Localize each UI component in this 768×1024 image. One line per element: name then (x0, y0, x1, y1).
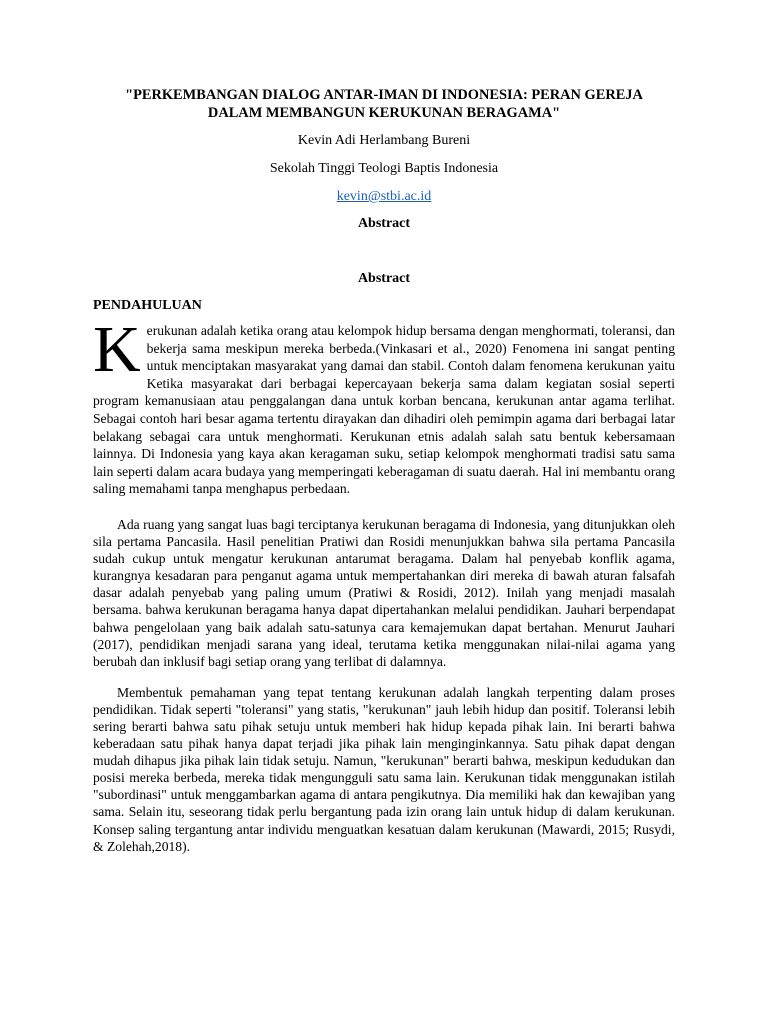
author-email (93, 188, 675, 206)
paragraph-2: Ada ruang yang sangat luas bagi terciptanya kerukunan beragama di Indonesia, yang ditunjukkan oleh sila pertama Pancasila. Hasil penelitian Pratiwi dan Rosidi menunjukkan bahwa sila pertama Pancasila sudah cukup untuk mengatur kerukunan antarumat beragama. Dalam hal penyebab konflik agama, kurangnya kesadaran para penganut agama untuk mempertahankan diri mereka di bawah aturan falsafah dasar adalah penyebab yang paling umum (Pratiwi & Rosidi, 2012). Inilah yang menjadi masalah bersama. bahwa kerukunan beragama hanya dapat dipertahankan melalui pendidikan. Jauhari berpendapat bahwa pengelolaan yang baik adalah satu-satunya cara kemajemukan dapat bertahan. Menurut Jauhari (2017), pendidikan menjadi sarana yang ideal, terutama ketika menggunakan nilai-nilai agama yang berubah dan inklusif bagi setiap orang yang terlibat di dalamnya. (93, 516, 675, 669)
paper-title-line-1: "PERKEMBANGAN DIALOG ANTAR-IMAN DI INDONESIA: PERAN GEREJA (125, 87, 643, 103)
author-affiliation: Sekolah Tinggi Teologi Baptis Indonesia (269, 161, 499, 176)
paper-title (93, 86, 675, 122)
paragraph-1-text: erukunan adalah ketika orang atau kelompok hidup bersama dengan menghormati, toleransi, dan bekerja sama meskipun mereka berbeda.(Vinkasari et al., 2020) Fenomena ini sangat penting untuk menciptakan masyarakat yang damai dan stabil. Contoh dalam fenomena kerukunan yaitu Ketika masyarakat dari berbagai kepercayaan bekerja sama dalam kegiatan sosial seperti program kemanusiaan atau penggalangan dana untuk korban bencana, kerukunan antar agama terlihat. Sebagai contoh hari besar agama tertentu dirayakan dan dihadiri oleh pemimpin agama dari berbagai latar belakang sebagai cara untuk menghormati. Kerukunan etnis adalah salah satu bentuk kebersamaan lainnya. Di Indonesia yang kaya akan keragaman suku, setiap kelompok menghormati tradisi satu sama lain seperti dalam acara budaya yang memperingati keberagaman di suatu daerah. Hal ini membantu orang saling memahami tanpa menghapus perbedaan. (93, 323, 675, 497)
drop-cap: K (93, 313, 141, 386)
document-page (93, 86, 675, 855)
abstract-heading-1: Abstract (357, 216, 411, 231)
paragraph-3: Membentuk pemahaman yang tepat tentang kerukunan adalah langkah terpenting dalam proses pendidikan. Tidak seperti "toleransi" yang statis, "kerukunan" jauh lebih hidup dan positif. Toleransi lebih sering berarti bahwa satu pihak setuju untuk memberi hak hidup kepada pihak lain. Ini berarti bahwa keberadaan satu pihak hanya dapat terjadi jika pihak lain menginginkannya. Satu pihak dapat dengan mudah dihapus jika pihak lain tidak setuju. Namun, "kerukunan" berarti bahwa, meskipun kedudukan dan posisi mereka berbeda, mereka tidak mengungguli satu sama lain. Kerukunan tidak menggunakan istilah "subordinasi" untuk menggambarkan agama di antara pengikutnya. Dia memiliki hak dan kewajiban yang sama. Selain itu, seseorang tidak perlu bergantung pada izin orang lain untuk hidup di dalam kerukunan. Konsep saling tergantung antar individu menguatkan kesatuan dalam kerukunan (Mawardi, 2015; Rusydi, & Zolehah,2018). (93, 684, 675, 854)
paper-title-line-2: DALAM MEMBANGUN KERUKUNAN BERAGAMA" (207, 105, 561, 121)
author-name: Kevin Adi Herlambang Bureni (297, 133, 471, 148)
section-heading: PENDAHULUAN (93, 298, 202, 313)
abstract-heading-2: Abstract (357, 271, 411, 286)
paragraph-1 (93, 313, 675, 498)
email-link[interactable]: kevin@stbi.ac.id (336, 189, 432, 204)
